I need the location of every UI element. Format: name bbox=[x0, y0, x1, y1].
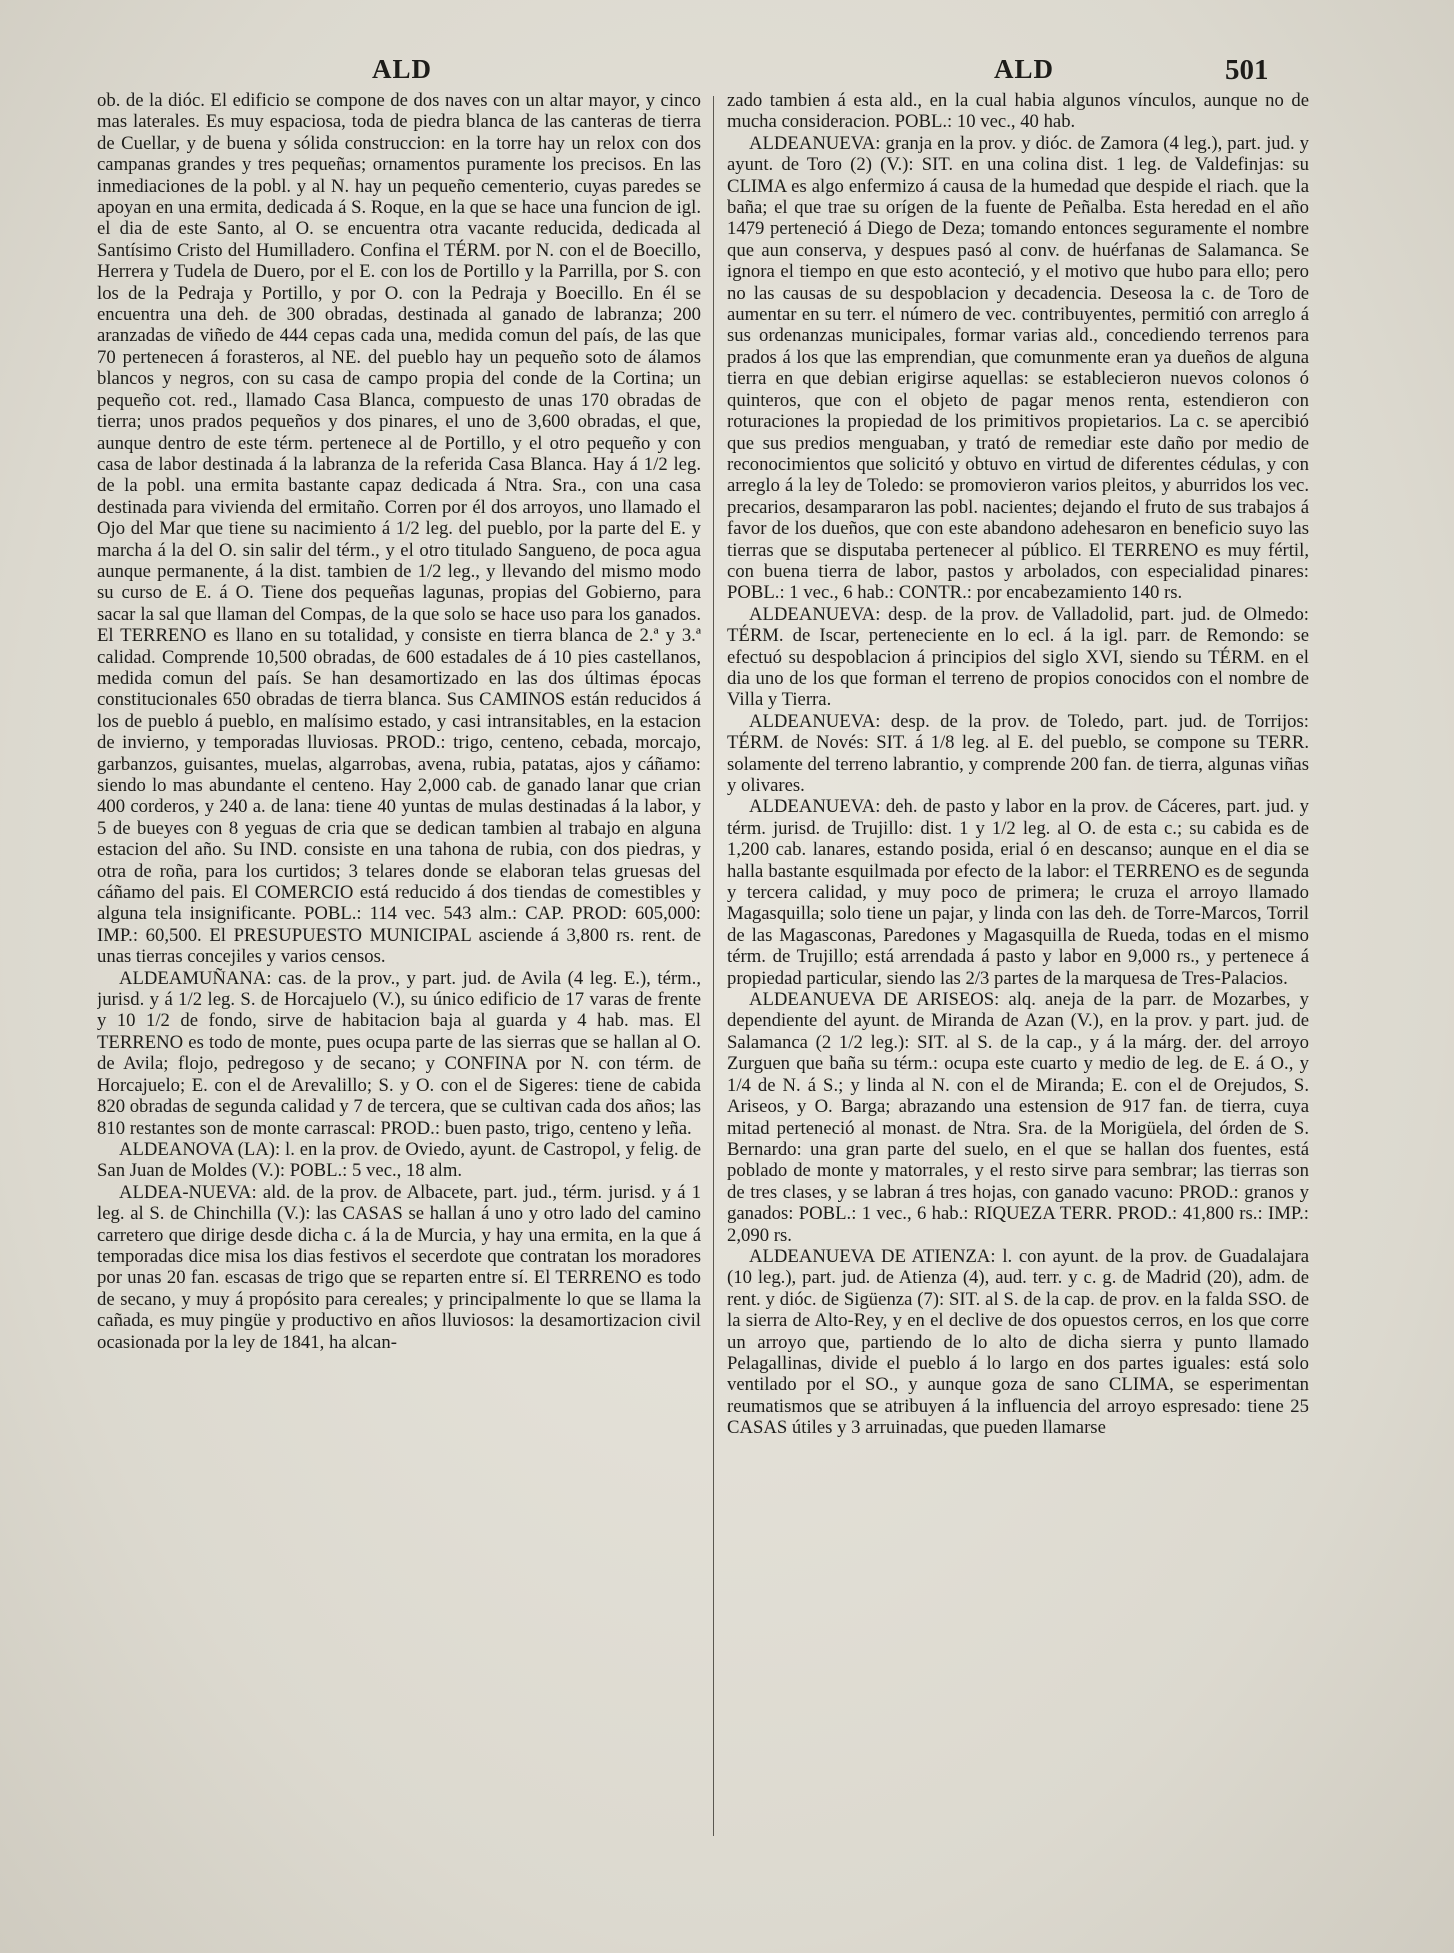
entry-aldeanueva-valladolid: ALDEANUEVA: desp. de la prov. de Valladolid, part. jud. de Olmedo: TÉRM. de Iscar, perteneciente en lo ecl. á la igl. parr. de Remondo: se efectuó su despoblacion á principios del siglo XVI, siendo su TÉRM. en el dia uno de los que forman el terreno de propios conocidos con el nombre de Villa y Tierra. bbox=[727, 603, 1309, 711]
page-number: 501 bbox=[1225, 54, 1269, 86]
entry-aldeanueva-caceres: ALDEANUEVA: deh. de pasto y labor en la prov. de Cáceres, part. jud. y térm. jurisd. de Trujillo: dist. 1 y 1/2 leg. al O. de esta c.; su cabida es de 1,200 cab. lanares, estando posida, erial ó en descanso; aunque en el dia se halla bastante esquilmada por efecto de la labor: el TERRENO es de segunda y tercera calidad, y muy poco de primera; le cruza el arroyo llamado Magasquilla; solo tiene un pajar, y linda con las deh. de Torre-Marcos, Torril de las Magasconas, Paredones y Magasquilla de Rueda, todas en el mismo térm. de Trujillo; está arrendada á pasto y labor en 9,000 rs., y pertenece á propiedad particular, siendo las 2/3 partes de la marquesa de Tres-Palacios. bbox=[727, 796, 1309, 989]
column-divider bbox=[713, 96, 714, 1836]
right-running-head: ALD bbox=[994, 54, 1055, 84]
entry-aldea-nueva: ALDEA-NUEVA: ald. de la prov. de Albacete, part. jud., térm. jurisd. y á 1 leg. al S. de Chinchilla (V.): las CASAS se hallan á uno y otro lado del camino carretero que dirige desde dicha c. á la de Murcia, y hay una ermita, en la que á temporadas dice misa los dias festivos el secerdote que contratan los moradores por unas 20 fan. escasas de trigo que se reparten entre sí. El TERRENO es todo de secano, y muy á propósito para cereales; y principalmente lo que se llama la cañada, es muy pingüe y productivo en años lluviosos: la desamortizacion civil ocasionada por la ley de 1841, ha alcan- bbox=[97, 1181, 701, 1353]
entry-aldeanueva-de-atienza: ALDEANUEVA DE ATIENZA: l. con ayunt. de la prov. de Guadalajara (10 leg.), part. jud. de Atienza (4), aud. terr. y c. g. de Madrid (20), adm. de rent. y dióc. de Sigüenza (7): SIT. al S. de la cap. de prov. en la falda SSO. de la sierra de Alto-Rey, y en el declive de dos opuestos cerros, en los que corre un arroyo que, partiendo de lo alto de dicha sierra y punto llamado Pelagallinas, divide el pueblo á lo largo en dos partes iguales: está solo ventilado por el SO., y aunque goza de sano CLIMA, se esperimentan reumatismos que se atribuyen á la influencia del arroyo espresado: tiene 25 CASAS útiles y 3 arruinadas, que pueden llamarse bbox=[727, 1245, 1309, 1439]
entry-aldeanova: ALDEANOVA (LA): l. en la prov. de Oviedo, ayunt. de Castropol, y felig. de San Juan de Moldes (V.): POBL.: 5 vec., 18 alm. bbox=[97, 1138, 701, 1182]
left-running-head: ALD bbox=[372, 54, 433, 84]
entry-aldeamunana: ALDEAMUÑANA: cas. de la prov., y part. jud. de Avila (4 leg. E.), térm., jurisd. y á 1/2 leg. S. de Horcajuelo (V.), su único edificio de 17 varas de frente y 10 1/2 de fondo, sirve de habitacion baja al guarda y 4 hab. mas. El TERRENO es todo de monte, pues ocupa parte de las sierras que se hallan al O. de Avila; flojo, pedregoso y de secano; y CONFINA por N. con térm. de Horcajuelo; E. con el de Arevalillo; S. y O. con el de Sigeres: tiene de cabida 820 obradas de segunda calidad y 7 de tercera, que se cultivan cada dos años; las 810 restantes son de monte carrascal: PROD.: buen pasto, trigo, centeno y leña. bbox=[97, 967, 701, 1139]
entry-continuation-right: zado tambien á esta ald., en la cual habia algunos vínculos, aunque no de mucha consideracion. POBL.: 10 vec., 40 hab. bbox=[727, 90, 1309, 133]
entry-aldeanueva-de-ariseos: ALDEANUEVA DE ARISEOS: alq. aneja de la parr. de Mozarbes, y dependiente del ayunt. de Miranda de Azan (V.), en la prov. y part. jud. de Salamanca (2 1/2 leg.): SIT. al S. de la cap., y á la márg. der. del arroyo Zurguen que baña su térm.: ocupa este cuarto y medio de leg. de E. á O., y 1/4 de N. á S.; y linda al N. con el de Miranda; E. con el de Orejudos, S. Ariseos, y O. Barga; abrazando una estension de 917 fan. de tierra, cuya mitad perteneció al monast. de Ntra. Sra. de la Morigüela, del órden de S. Bernardo: una gran parte del suelo, en el que se hallan dos fuentes, está poblado de monte y matorrales, y el resto sirve para sembrar; las tierras son de tres clases, y se labran á tres hojas, con ganado vacuno: PROD.: granos y ganados: POBL.: 1 vec., 6 hab.: RIQUEZA TERR. PROD.: 41,800 rs.: IMP.: 2,090 rs. bbox=[727, 989, 1309, 1246]
entry-aldeanueva-zamora: ALDEANUEVA: granja en la prov. y dióc. de Zamora (4 leg.), part. jud. y ayunt. de Toro (2) (V.): SIT. en una colina dist. 1 leg. de Valdefinjas: su CLIMA es algo enfermizo á causa de la humedad que despide el riach. que la baña; el que trae su orígen de la fuente de Peñalba. Esta heredad en el año 1479 perteneció á Diego de Deza; tomando entonces seguramente el nombre que aun conserva, y despues pasó al conv. de huérfanas de Salamanca. Se ignora el tiempo en que esto aconteció, y el motivo que hubo para ello; pero no las causas de su despoblacion y decadencia. Deseosa la c. de Toro de aumentar en su terr. el número de vec. contribuyentes, permitió con arreglo á sus ordenanzas municipales, formar varias ald., concediendo terrenos para prados á los que las emprendian, que comunmente eran ya dueños de alguna tierra en que debian erigirse aquellas: se establecieron nuevos colonos ó quinteros, que con el objeto de pagar menos renta, estendieron con roturaciones la propiedad de los primitivos propietarios. La c. se apercibió que sus predios menguaban, y trató de remediar este daño por medio de reconocimientos que solicitó y obtuvo en virtud de diferentes cédulas, y con arreglo á la ley de Toledo: se promovieron varios pleitos, y aburridos los vec. precarios, desampararon las pobl. nacientes; dejando el fruto de sus trabajos á favor de los dueños, que con este abandono adehesaron en beneficio suyo las tierras que se disputaba pertenecer al público. El TERRENO es muy fértil, con buena tierra de labor, pastos y arbolados, con especialidad pinares: POBL.: 1 vec., 6 hab.: CONTR.: por encabezamiento 140 rs. bbox=[727, 132, 1309, 604]
right-column bbox=[727, 90, 1309, 1920]
left-column bbox=[97, 90, 701, 1920]
entry-continuation: ob. de la dióc. El edificio se compone de dos naves con un altar mayor, y cinco mas laterales. Es muy espaciosa, toda de piedra blanca de las canteras de tierra de Cuellar, y de buena y sólida construccion: en la torre hay un relox con dos campanas grandes y tres pequeñas; ornamentos puramente los precisos. En las inmediaciones de la pobl. y al N. hay un pequeño cementerio, cuyas paredes se apoyan en una ermita, dedicada á S. Roque, en la que se hace una funcion de igl. el dia de este Santo, al O. se encuentra otra vacante reducida, dedicada al Santísimo Cristo del Humilladero. Confina el TÉRM. por N. con el de Boecillo, Herrera y Tudela de Duero, por el E. con los de Portillo y la Parrilla, por S. con los de la Pedraja y Portillo, y por O. con la Pedraja y Boecillo. En él se encuentra una deh. de 300 obradas, destinada al ganado de labranza; 200 aranzadas de viñedo de 444 cepas cada una, medida comun del país, de las que 70 pertenecen á forasteros, al NE. del pueblo hay un pequeño soto de álamos blancos y negros, con su casa de campo propia del conde de la Cortina; un pequeño cot. red., llamado Casa Blanca, compuesto de unas 170 obradas de tierra; unos prados pequeños y dos pinares, el uno de 3,600 obradas, el que, aunque dentro de este térm. pertenece al de Portillo, y el otro pequeño y con casa de labor destinada á la labranza de la referida Casa Blanca. Hay á 1/2 leg. de la pobl. una ermita bastante capaz dedicada á Ntra. Sra., con una casa destinada para vivienda del ermitaño. Corren por él dos arroyos, uno llamado el Ojo del Mar que tiene su nacimiento á 1/2 leg. del pueblo, por la parte del E. y marcha á la del O. sin salir del térm., y el otro titulado Sangueno, de poca agua aunque permanente, á la dist. tambien de 1/2 leg., y llevando del mismo modo su curso de E. á O. Tiene dos pequeñas lagunas, propias del Gobierno, para sacar la sal que llaman del Compas, de la que solo se hace uso para los ganados. El TERRENO es llano en su totalidad, y consiste en tierra blanca de 2.ª y 3.ª calidad. Comprende 10,500 obradas, de 600 estadales de á 10 pies castellanos, medida comun del país. Se han desamortizado en las dos últimas épocas constitucionales 650 obradas de tierra blanca. Sus CAMINOS están reducidos á los de pueblo á pueblo, en malísimo estado, y casi intransitables, en la estacion de invierno, y temporadas lluviosas. PROD.: trigo, centeno, cebada, morcajo, garbanzos, guisantes, muelas, algarrobas, avena, rubia, patatas, ajos y cáñamo: siendo lo mas abundante el centeno. Hay 2,000 cab. de ganado lanar que crian 400 corderos, y 240 a. de lana: tiene 40 yuntas de mulas destinadas á la labor, y 5 de bueyes con 8 yeguas de cria que se dedican tambien al trabajo en alguna estacion del año. Su IND. consiste en una tahona de rubia, con dos piedras, y otra de roña, para los curtidos; 3 telares donde se elaboran telas gruesas del cáñamo del pais. El COMERCIO está reducido á dos tiendas de comestibles y alguna tela insignificante. POBL.: 114 vec. 543 alm.: CAP. PROD: 605,000: IMP.: 60,500. El PRESUPUESTO MUNICIPAL asciende á 3,800 rs. rent. de unas tierras concejiles y varios censos. bbox=[97, 90, 701, 968]
running-header bbox=[0, 54, 1454, 90]
entry-aldeanueva-toledo: ALDEANUEVA: desp. de la prov. de Toledo, part. jud. de Torrijos: TÉRM. de Novés: SIT. á 1/8 leg. al E. del pueblo, se compone su TERR. solamente del terreno labrantio, y comprende 200 fan. de tierra, algunas viñas y olivares. bbox=[727, 710, 1309, 796]
